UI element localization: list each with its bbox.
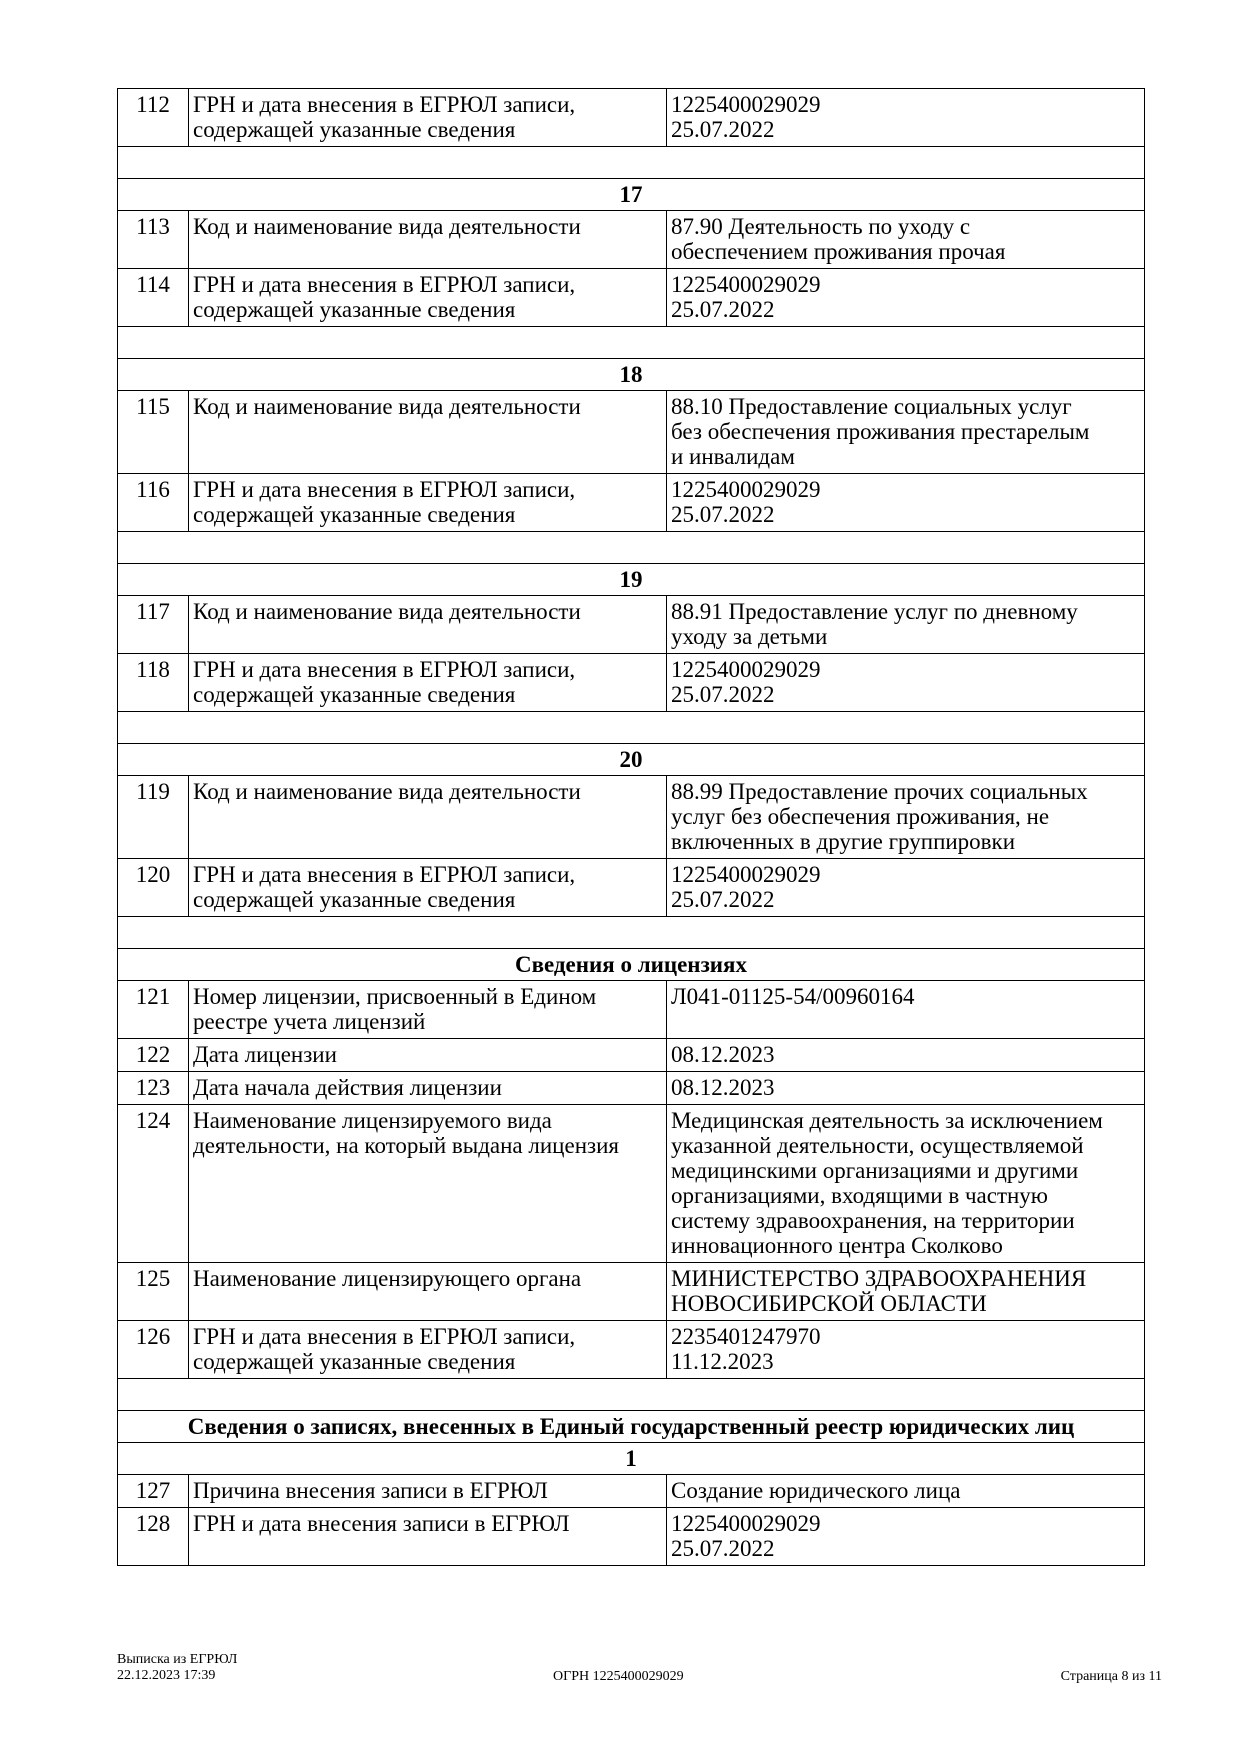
section-header-row (118, 949, 1145, 981)
field-value-line: 11.12.2023 (671, 1349, 774, 1374)
field-value-line: обеспечением проживания прочая (671, 239, 1006, 264)
field-value-line: 25.07.2022 (671, 117, 775, 142)
field-value-line: 1225400029029 (671, 477, 821, 502)
field-value (667, 596, 1145, 654)
field-value-line: 25.07.2022 (671, 682, 775, 707)
table-row (118, 1105, 1145, 1263)
field-value (667, 269, 1145, 327)
field-label (189, 981, 667, 1039)
field-value (667, 654, 1145, 712)
field-value-line: систему здравоохранения, на территории (671, 1208, 1075, 1233)
field-label (189, 1321, 667, 1379)
field-label (189, 859, 667, 917)
field-label (189, 596, 667, 654)
field-value-line: 88.99 Предоставление прочих социальных (671, 779, 1088, 804)
field-value (667, 981, 1145, 1039)
section-title: Сведения о лицензиях (118, 949, 1145, 981)
section-title: 19 (118, 564, 1145, 596)
field-value (667, 859, 1145, 917)
field-value-line: 1225400029029 (671, 92, 821, 117)
field-label-line: содержащей указанные сведения (193, 682, 516, 707)
field-label-line: ГРН и дата внесения в ЕГРЮЛ записи, (193, 477, 576, 502)
field-value-line: МИНИСТЕРСТВО ЗДРАВООХРАНЕНИЯ (671, 1266, 1087, 1291)
spacer-cell (118, 917, 1145, 949)
footer-page-number: Страница 8 из 11 (1060, 1669, 1162, 1684)
field-label-line: Наименование лицензирующего органа (193, 1266, 582, 1291)
row-number: 118 (118, 654, 189, 712)
field-value-line: НОВОСИБИРСКОЙ ОБЛАСТИ (671, 1291, 987, 1316)
row-number: 114 (118, 269, 189, 327)
field-value (667, 1508, 1145, 1566)
row-number: 128 (118, 1508, 189, 1566)
section-title: Сведения о записях, внесенных в Единый государственный реестр юридических лиц (118, 1411, 1145, 1443)
table-row (118, 391, 1145, 474)
field-value-line: 25.07.2022 (671, 502, 775, 527)
field-value-line: 88.91 Предоставление услуг по дневному (671, 599, 1078, 624)
table-row (118, 211, 1145, 269)
field-label (189, 1263, 667, 1321)
spacer-row (118, 147, 1145, 179)
field-label-line: содержащей указанные сведения (193, 297, 516, 322)
field-value-line: 25.07.2022 (671, 1536, 775, 1561)
row-number: 112 (118, 89, 189, 147)
field-value-line: Медицинская деятельность за исключением (671, 1108, 1103, 1133)
spacer-row (118, 712, 1145, 744)
field-value (667, 89, 1145, 147)
field-label-line: Код и наименование вида деятельности (193, 779, 581, 804)
table-row (118, 654, 1145, 712)
field-value-line: услуг без обеспечения проживания, не (671, 804, 1050, 829)
row-number: 115 (118, 391, 189, 474)
row-number: 113 (118, 211, 189, 269)
field-value-line: 88.10 Предоставление социальных услуг (671, 394, 1072, 419)
field-label-line: содержащей указанные сведения (193, 1349, 516, 1374)
field-value-line: 25.07.2022 (671, 297, 775, 322)
table-row (118, 1039, 1145, 1072)
field-value-line: включенных в другие группировки (671, 829, 1016, 854)
section-header-row (118, 564, 1145, 596)
section-header-row (118, 1443, 1145, 1475)
field-value-line: медицинскими организациями и другими (671, 1158, 1079, 1183)
field-value-line: 87.90 Деятельность по уходу с (671, 214, 971, 239)
row-number: 126 (118, 1321, 189, 1379)
field-label-line: содержащей указанные сведения (193, 502, 516, 527)
field-value-line: 1225400029029 (671, 862, 821, 887)
table-row (118, 89, 1145, 147)
spacer-cell (118, 147, 1145, 179)
field-value (667, 1039, 1145, 1072)
field-label-line: Дата начала действия лицензии (193, 1075, 502, 1100)
table-row (118, 981, 1145, 1039)
footer-document-info (117, 1652, 237, 1684)
field-label (189, 1475, 667, 1508)
egrul-extract-table (117, 88, 1145, 1566)
spacer-cell (118, 532, 1145, 564)
field-label-line: содержащей указанные сведения (193, 887, 516, 912)
row-number: 125 (118, 1263, 189, 1321)
field-label (189, 474, 667, 532)
table-row (118, 1263, 1145, 1321)
section-header-row (118, 744, 1145, 776)
field-label-line: Номер лицензии, присвоенный в Едином (193, 984, 597, 1009)
field-value (667, 391, 1145, 474)
field-label (189, 211, 667, 269)
row-number: 123 (118, 1072, 189, 1105)
section-title: 20 (118, 744, 1145, 776)
field-label (189, 269, 667, 327)
row-number: 124 (118, 1105, 189, 1263)
field-value-line: инновационного центра Сколково (671, 1233, 1003, 1258)
spacer-cell (118, 712, 1145, 744)
field-value (667, 1105, 1145, 1263)
section-header-row (118, 1411, 1145, 1443)
field-value-line: 25.07.2022 (671, 887, 775, 912)
section-header-row (118, 179, 1145, 211)
field-value (667, 1072, 1145, 1105)
table-row (118, 1475, 1145, 1508)
field-label-line: ГРН и дата внесения в ЕГРЮЛ записи, (193, 272, 576, 297)
row-number: 120 (118, 859, 189, 917)
field-value-line: уходу за детьми (671, 624, 828, 649)
field-label-line: Дата лицензии (193, 1042, 337, 1067)
field-label-line: Код и наименование вида деятельности (193, 394, 581, 419)
field-label (189, 89, 667, 147)
field-value (667, 1321, 1145, 1379)
field-label (189, 776, 667, 859)
section-title: 17 (118, 179, 1145, 211)
table-row (118, 1508, 1145, 1566)
field-value-line: 1225400029029 (671, 657, 821, 682)
table-row (118, 269, 1145, 327)
field-label-line: ГРН и дата внесения в ЕГРЮЛ записи, (193, 862, 576, 887)
spacer-row (118, 532, 1145, 564)
section-title: 18 (118, 359, 1145, 391)
field-value-line: 1225400029029 (671, 1511, 821, 1536)
field-label-line: ГРН и дата внесения в ЕГРЮЛ записи, (193, 657, 576, 682)
field-label (189, 1072, 667, 1105)
field-label (189, 1508, 667, 1566)
row-number: 121 (118, 981, 189, 1039)
field-value (667, 1263, 1145, 1321)
field-value-line: указанной деятельности, осуществляемой (671, 1133, 1084, 1158)
spacer-row (118, 1379, 1145, 1411)
field-label-line: ГРН и дата внесения в ЕГРЮЛ записи, (193, 92, 576, 117)
field-value (667, 1475, 1145, 1508)
table-row (118, 1072, 1145, 1105)
row-number: 119 (118, 776, 189, 859)
table-row (118, 596, 1145, 654)
table-row (118, 1321, 1145, 1379)
table-row (118, 859, 1145, 917)
field-value-line: 08.12.2023 (671, 1042, 775, 1067)
row-number: 127 (118, 1475, 189, 1508)
field-label-line: ГРН и дата внесения записи в ЕГРЮЛ (193, 1511, 570, 1536)
field-value-line: 2235401247970 (671, 1324, 821, 1349)
footer-ogrn: ОГРН 1225400029029 (553, 1669, 684, 1684)
section-title: 1 (118, 1443, 1145, 1475)
spacer-row (118, 917, 1145, 949)
footer-document-title: Выписка из ЕГРЮЛ (117, 1652, 238, 1667)
field-label-line: Код и наименование вида деятельности (193, 599, 581, 624)
field-value-line: и инвалидам (671, 444, 795, 469)
field-value (667, 474, 1145, 532)
spacer-cell (118, 1379, 1145, 1411)
field-label-line: Наименование лицензируемого вида (193, 1108, 552, 1133)
row-number: 116 (118, 474, 189, 532)
field-value-line: без обеспечения проживания престарелым (671, 419, 1090, 444)
field-label-line: содержащей указанные сведения (193, 117, 516, 142)
field-value (667, 776, 1145, 859)
field-label-line: деятельности, на который выдана лицензия (193, 1133, 619, 1158)
row-number: 122 (118, 1039, 189, 1072)
field-label (189, 654, 667, 712)
section-header-row (118, 359, 1145, 391)
row-number: 117 (118, 596, 189, 654)
field-label-line: ГРН и дата внесения в ЕГРЮЛ записи, (193, 1324, 576, 1349)
field-label-line: Причина внесения записи в ЕГРЮЛ (193, 1478, 548, 1503)
field-label (189, 1039, 667, 1072)
field-value-line: 1225400029029 (671, 272, 821, 297)
footer-datetime: 22.12.2023 17:39 (117, 1668, 216, 1683)
field-value-line: Л041-01125-54/00960164 (671, 984, 915, 1009)
table-row (118, 776, 1145, 859)
field-label-line: реестре учета лицензий (193, 1009, 426, 1034)
field-label (189, 1105, 667, 1263)
field-label (189, 391, 667, 474)
spacer-cell (118, 327, 1145, 359)
table-row (118, 474, 1145, 532)
field-value-line: 08.12.2023 (671, 1075, 775, 1100)
field-label-line: Код и наименование вида деятельности (193, 214, 581, 239)
field-value (667, 211, 1145, 269)
field-value-line: Создание юридического лица (671, 1478, 961, 1503)
spacer-row (118, 327, 1145, 359)
field-value-line: организациями, входящими в частную (671, 1183, 1048, 1208)
